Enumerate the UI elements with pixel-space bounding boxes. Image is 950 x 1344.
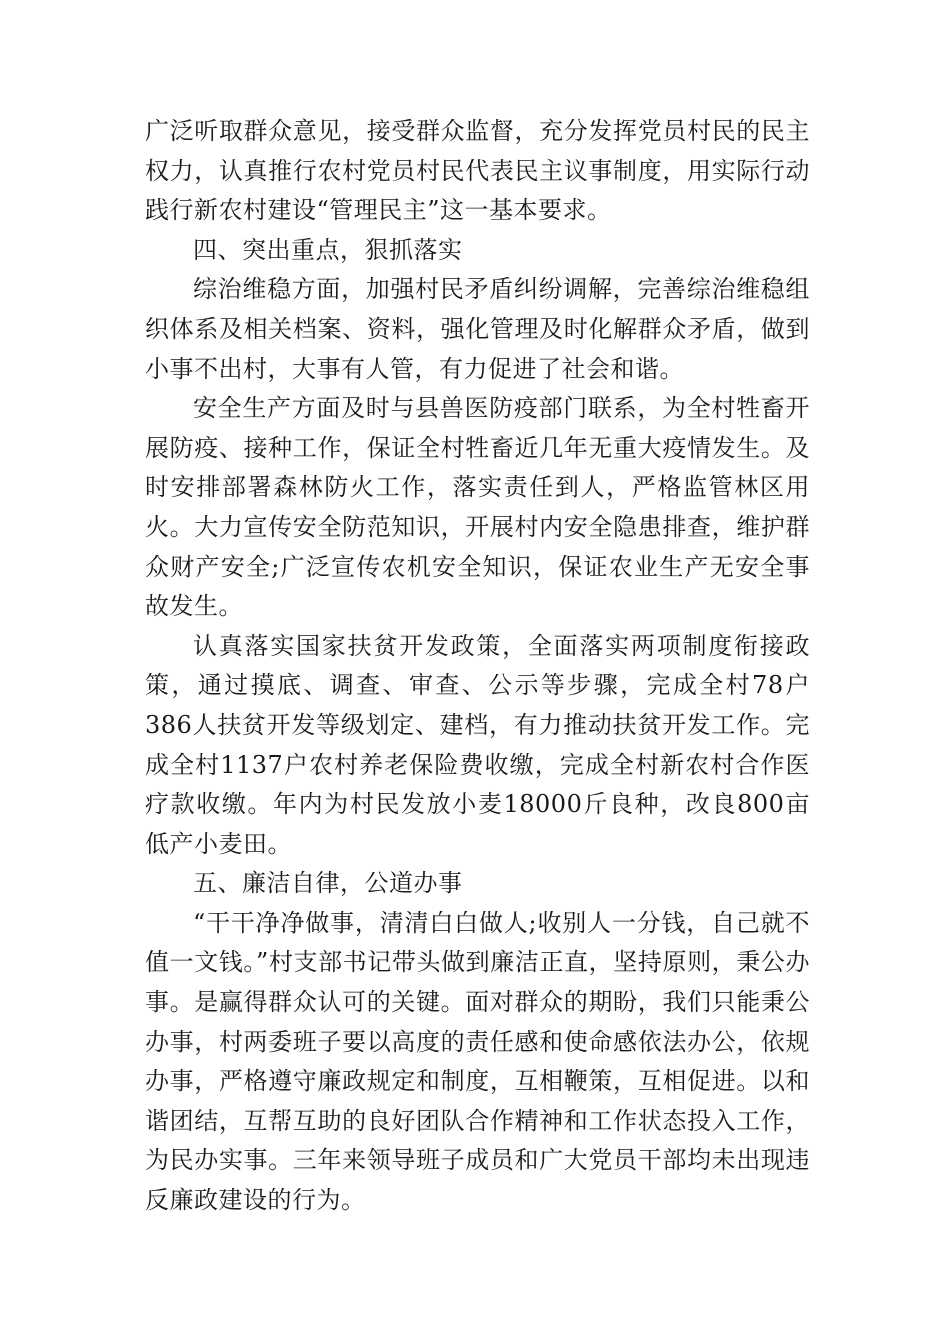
paragraph-1: 广泛听取群众意见，接受群众监督，充分发挥党员村民的民主权力，认真推行农村党员村民代表民主议事制度，用实际行动践行新农村建设“管理民主”这一基本要求。 [145, 117, 810, 225]
document-body [145, 112, 810, 1221]
paragraph-integrity: “干干净净做事，清清白白做人;收别人一分钱，自己就不值一文钱。”村支部书记带头做到廉洁正直，坚持原则，秉公办事。是赢得群众认可的关键。面对群众的期盼，我们只能秉公办事，村两委班子要以高度的责任感和使命感依法办公，依规办事，严格遵守廉政规定和制度，互相鞭策，互相促进。以和谐团结，互帮互助的良好团队合作精神和工作状态投入工作，为民办实事。三年来领导班子成员和广大党员干部均未出现违反廉政建设的行为。 [145, 908, 810, 1215]
paragraph-poverty-alleviation: 认真落实国家扶贫开发政策，全面落实两项制度衔接政策，通过摸底、调查、审查、公示等步骤，完成全村78户386人扶贫开发等级划定、建档，有力推动扶贫开发工作。完成全村1137户农村养老保险费收缴，完成全村新农村合作医疗款收缴。年内为村民发放小麦18000斤良种，改良800亩低产小麦田。 [145, 631, 810, 858]
section-heading-5: 五、廉洁自律，公道办事 [193, 869, 463, 898]
paragraph-safety: 安全生产方面及时与县兽医防疫部门联系，为全村牲畜开展防疫、接种工作，保证全村牲畜近几年无重大疫情发生。及时安排部署森林防火工作，落实责任到人，严格监管林区用火。大力宣传安全防范知识，开展村内安全隐患排查，维护群众财产安全;广泛宣传农机安全知识，保证农业生产无安全事故发生。 [145, 394, 810, 621]
paragraph-stability: 综治维稳方面，加强村民矛盾纠纷调解，完善综治维稳组织体系及相关档案、资料，强化管理及时化解群众矛盾，做到小事不出村，大事有人管，有力促进了社会和谐。 [145, 275, 810, 383]
section-heading-4: 四、突出重点，狠抓落实 [193, 235, 463, 264]
